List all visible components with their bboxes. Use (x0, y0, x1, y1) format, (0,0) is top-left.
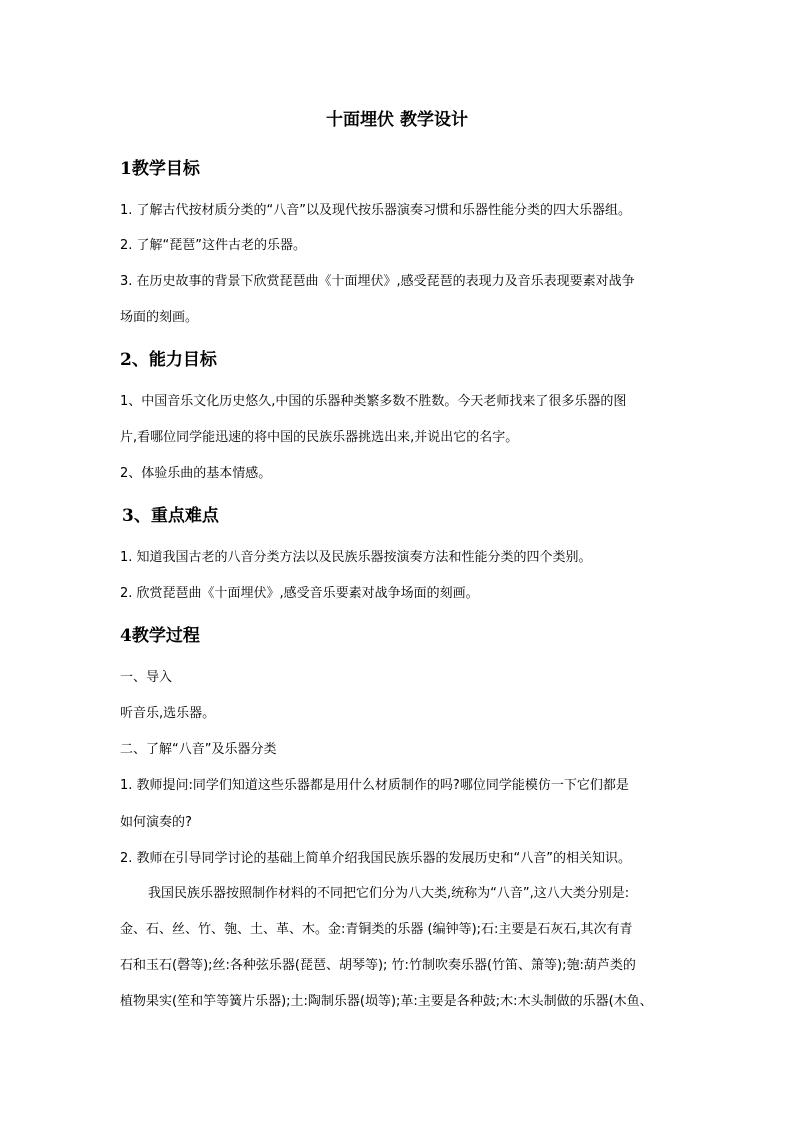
paragraph-line: 一、导入 (120, 670, 173, 685)
paragraph-line: 植物果实(笙和竽等簧片乐器);土:陶制乐器(埙等);革:主要是各种鼓;木:木头制做的乐器(木鱼、 (120, 994, 653, 1009)
paragraph-line: 我国民族乐器按照制作材料的不同把它们分为八大类,统称为“八音”,这八大类分别是: (148, 886, 630, 901)
paragraph-line: 2. 了解“琵琶”这件古老的乐器。 (120, 238, 307, 253)
paragraph-line: 场面的刻画。 (120, 310, 199, 325)
paragraph-line: 片,看哪位同学能迅速的将中国的民族乐器挑选出来,并说出它的名字。 (120, 430, 519, 445)
section-heading-teaching-goals: 1教学目标 (120, 159, 200, 179)
section-heading-ability-goals: 2、能力目标 (120, 350, 217, 370)
paragraph-line: 金、石、丝、竹、匏、土、革、木。金:青铜类的乐器 (编钟等);石:主要是石灰石,其次有青 (120, 922, 633, 937)
paragraph-line: 二、了解“八音”及乐器分类 (120, 742, 277, 757)
paragraph-line: 如何演奏的? (120, 815, 192, 830)
paragraph-line: 听音乐,选乐器。 (120, 706, 216, 721)
paragraph-line: 1、中国音乐文化历史悠久,中国的乐器种类繁多数不胜数。今天老师找来了很多乐器的图 (120, 394, 627, 409)
paragraph-line: 2、体验乐曲的基本情感。 (120, 466, 272, 481)
paragraph-line: 2. 欣赏琵琶曲《十面埋伏》,感受音乐要素对战争场面的刻画。 (120, 586, 479, 601)
paragraph-line: 1. 教师提问:同学们知道这些乐器都是用什么材质制作的吗?哪位同学能模仿一下它们都是 (120, 778, 629, 793)
paragraph-line: 1. 知道我国古老的八音分类方法以及民族乐器按演奏方法和性能分类的四个类别。 (120, 550, 592, 565)
paragraph-line: 1. 了解古代按材质分类的“八音”以及现代按乐器演奏习惯和乐器性能分类的四大乐器组。 (120, 203, 632, 218)
paragraph-line: 2. 教师在引导同学讨论的基础上简单介绍我国民族乐器的发展历史和“八音”的相关知识。 (120, 851, 632, 866)
paragraph-line: 3. 在历史故事的背景下欣赏琵琶曲《十面埋伏》,感受琵琶的表现力及音乐表现要素对战争 (120, 274, 635, 289)
section-heading-teaching-process: 4教学过程 (120, 626, 200, 646)
section-heading-key-points: 3、重点难点 (122, 506, 219, 526)
paragraph-line: 石和玉石(磬等);丝:各种弦乐器(琵琶、胡琴等); 竹:竹制吹奏乐器(竹笛、箫等);匏:葫芦类的 (120, 958, 636, 973)
page-title: 十面埋伏 教学设计 (326, 110, 468, 130)
